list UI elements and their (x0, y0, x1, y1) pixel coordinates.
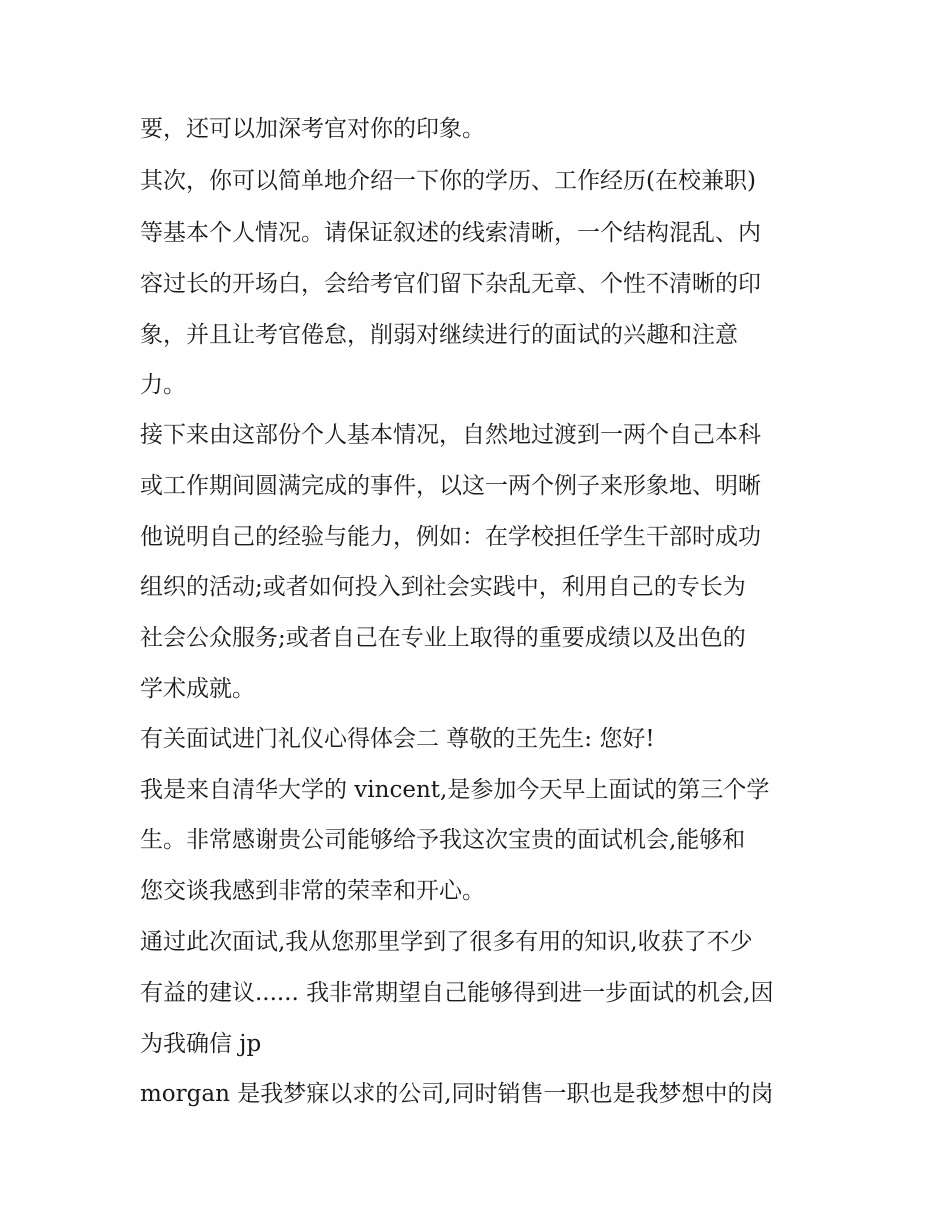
text-line: 象，并且让考官倦怠，削弱对继续进行的面试的兴趣和注意 (140, 322, 738, 348)
text-line: 他说明自己的经验与能力，例如：在学校担任学生干部时成功 (140, 524, 761, 550)
text-line: 等基本个人情况。请保证叙述的线索清晰，一个结构混乱、内 (140, 220, 761, 246)
text-line: 为我确信 jp (140, 1031, 262, 1057)
text-line: 要，还可以加深考官对你的印象。 (140, 116, 485, 142)
text-line: 我是来自清华大学的 vincent,是参加今天早上面试的第三个学 (140, 777, 770, 803)
text-line: 其次，你可以简单地介绍一下你的学历、工作经历(在校兼职) (140, 168, 756, 194)
text-line: 有益的建议...... 我非常期望自己能够得到进一步面试的机会,因 (140, 980, 774, 1006)
text-line: morgan 是我梦寐以求的公司,同时销售一职也是我梦想中的岗 (140, 1081, 774, 1107)
text-line: 力。 (140, 372, 186, 398)
text-line: 您交谈我感到非常的荣幸和开心。 (140, 878, 485, 904)
text-line: 容过长的开场白，会给考官们留下杂乱无章、个性不清晰的印 (140, 271, 761, 297)
text-line: 生。非常感谢贵公司能够给予我这次宝贵的面试机会,能够和 (140, 827, 746, 853)
text-line: 通过此次面试,我从您那里学到了很多有用的知识,收获了不少 (140, 929, 753, 955)
text-line: 社会公众服务;或者自己在专业上取得的重要成绩以及出色的 (140, 625, 746, 651)
text-line: 接下来由这部份个人基本情况，自然地过渡到一两个自己本科 (140, 422, 761, 448)
text-line: 有关面试进门礼仪心得体会二 尊敬的王先生: 您好! (140, 726, 655, 752)
text-line: 或工作期间圆满完成的事件，以这一两个例子来形象地、明晰 (140, 473, 761, 499)
text-line: 组织的活动;或者如何投入到社会实践中，利用自己的专长为 (140, 574, 746, 600)
text-line: 学术成就。 (140, 676, 255, 702)
